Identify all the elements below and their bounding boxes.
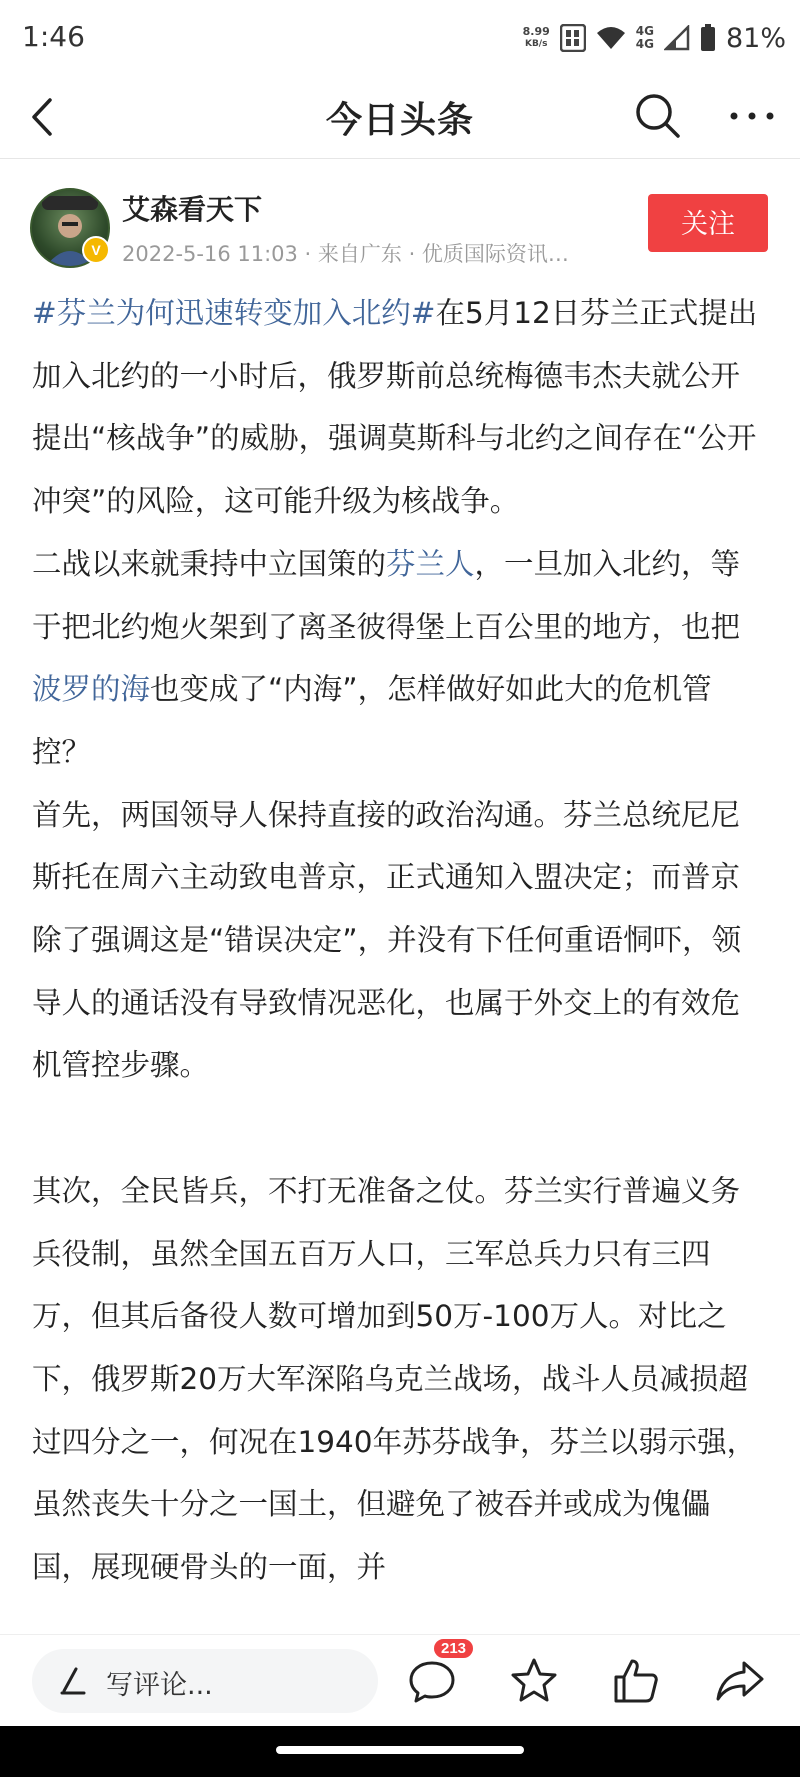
verified-badge-icon: V: [82, 236, 110, 264]
pen-icon: [56, 1665, 88, 1697]
paragraph-1-text: 在5月12日芬兰正式提出加入北约的一小时后，俄罗斯前总统梅德韦杰夫就公开提出“核战争”的威胁，强调莫斯科与北约之间存在“公开冲突”的风险，这可能升级为核战争。: [32, 296, 758, 519]
follow-button[interactable]: 关注: [648, 194, 768, 252]
hd-icon: [560, 24, 586, 52]
paragraph-1: [32, 282, 762, 533]
status-time: 1:46: [22, 20, 85, 53]
net-speed-unit: KB/s: [524, 39, 548, 49]
post-meta: 2022-5-16 11:03 · 来自广东 · 优质国际资讯…: [122, 242, 569, 266]
wifi-icon: [596, 25, 626, 51]
network-type-bottom: 4G: [635, 37, 654, 51]
paragraph-4: 其次，全民皆兵，不打无准备之仗。芬兰实行普遍义务兵役制，虽然全国五百万人口，三军总兵力只有三四万，但其后备役人数可增加到50万-100万人。对比之下，俄罗斯20万大军深陷乌克兰战场，战斗人员减损超过四分之一，何况在1940年苏芬战争，芬兰以弱示强，虽然丧失十分之一国土，但避免了被吞并或成为傀儡国，展现硬骨头的一面，并: [32, 1173, 757, 1585]
network-type-top: 4G: [635, 24, 654, 38]
comment-placeholder: 写评论...: [106, 1670, 213, 1701]
nav-bar: [0, 76, 800, 159]
page-title: 今日头条: [325, 100, 474, 141]
net-speed-value: 8.99: [522, 25, 550, 38]
baltic-sea-link[interactable]: 波罗的海: [32, 672, 151, 707]
bottom-action-bar: [0, 1634, 800, 1727]
author-name[interactable]: 艾森看天下: [122, 193, 263, 226]
author-header: [0, 170, 800, 280]
share-icon[interactable]: [714, 1655, 766, 1707]
status-bar: [0, 0, 800, 76]
battery-icon: [700, 24, 716, 52]
paragraph-2-text-c: 也变成了“内海”，怎样做好如此大的危机管控？: [32, 672, 712, 769]
network-type: [636, 25, 654, 51]
paragraph-3: 首先，两国领导人保持直接的政治沟通。芬兰总统尼尼斯托在周六主动致电普京，正式通知入盟决定；而普京除了强调这是“错误决定”，并没有下任何重语恫吓，领导人的通话没有导致情况恶化，也属于外交上的有效危机管控步骤。: [32, 797, 742, 1083]
signal-icon: [664, 25, 690, 51]
paragraph-2-text-b: ，一旦加入北约，等于把北约炮火架到了离圣彼得堡上百公里的地方，也把: [32, 546, 741, 644]
comment-input[interactable]: [32, 1649, 378, 1713]
more-icon[interactable]: [722, 90, 782, 142]
article-body: [32, 282, 762, 1640]
paragraph-spacer: [32, 1097, 762, 1160]
search-icon[interactable]: [632, 90, 684, 142]
status-icons: [523, 18, 786, 58]
battery-level: 81%: [725, 22, 786, 54]
gesture-bar: [0, 1726, 800, 1777]
finland-link[interactable]: 芬兰人: [386, 546, 475, 581]
home-indicator[interactable]: [276, 1746, 524, 1754]
hashtag-link[interactable]: #芬兰为何迅速转变加入北约#: [32, 296, 436, 330]
like-icon[interactable]: [610, 1655, 662, 1707]
paragraph-2-text-a: 二战以来就秉持中立国策的: [32, 546, 387, 581]
comment-count-badge: 213: [432, 1637, 475, 1660]
net-speed: [523, 26, 550, 50]
star-icon[interactable]: [508, 1655, 560, 1707]
comment-icon[interactable]: [406, 1655, 458, 1707]
paragraph-2: [32, 533, 762, 784]
